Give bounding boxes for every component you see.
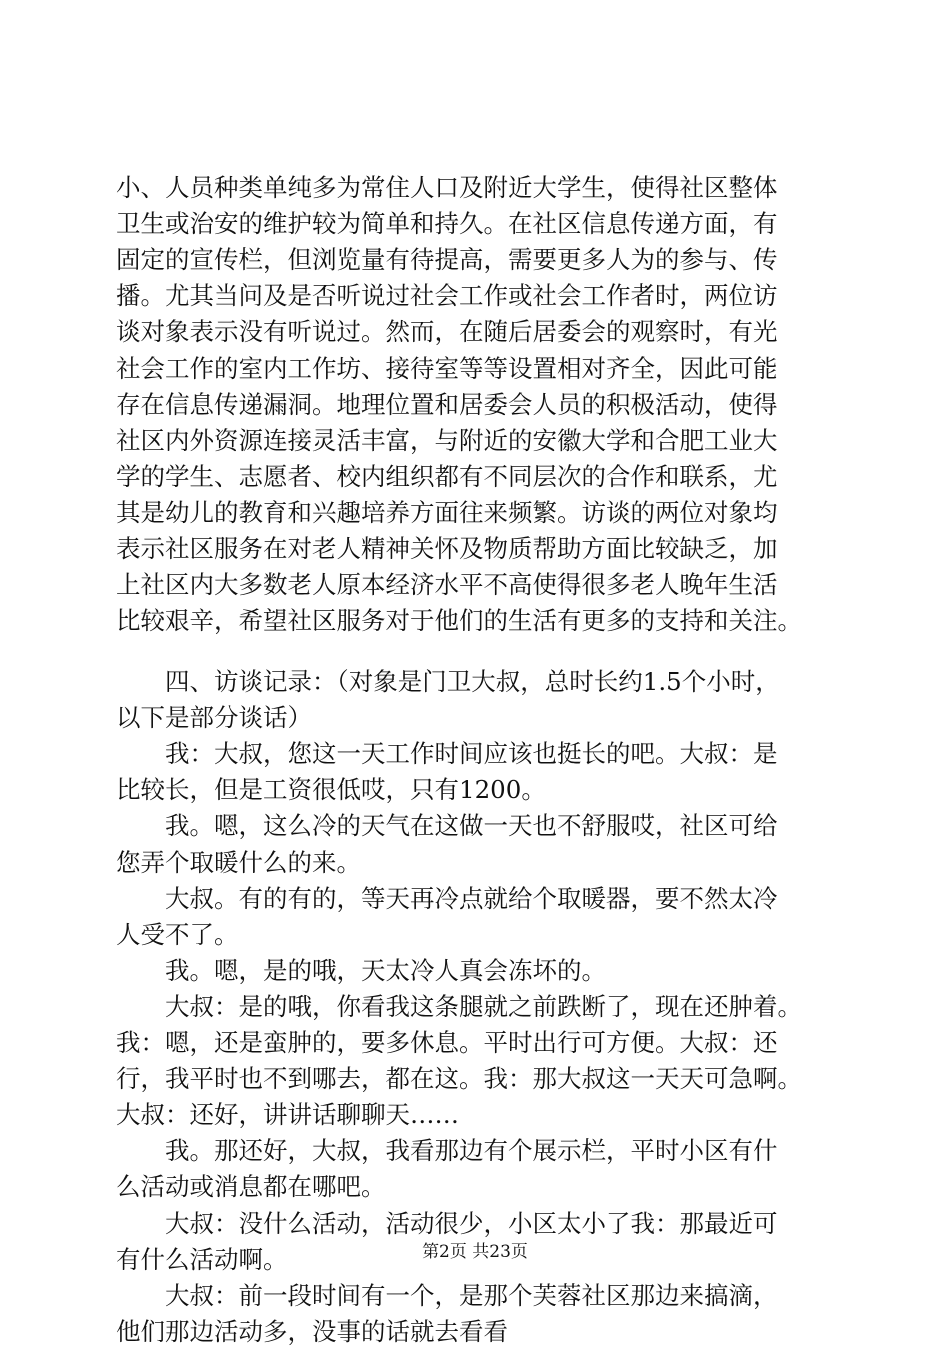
text-line: 谈对象表示没有听说过。然而，在随后居委会的观察时，有光 [116,317,778,347]
page-number-footer: 第2页 共23页 [422,1242,528,1262]
text-line: 比较长，但是工资很低哎，只有1200。 [116,775,546,805]
text-line: 大叔：前一段时间有一个，是那个芙蓉社区那边来搞滴， [116,1280,778,1310]
text-line: 上社区内大多数老人原本经济水平不高使得很多老人晚年生活 [116,570,778,600]
text-line: 么活动或消息都在哪吧。 [116,1172,386,1202]
text-line: 您弄个取暖什么的来。 [116,847,361,877]
text-line: 我：大叔，您这一天工作时间应该也挺长的吧。大叔：是 [116,739,778,769]
text-line: 大叔。有的有的，等天再冷点就给个取暖器，要不然太冷 [116,883,778,913]
text-line: 存在信息传递漏洞。地理位置和居委会人员的积极活动，使得 [116,389,778,419]
text-line: 以下是部分谈话） [116,703,312,733]
text-line: 学的学生、志愿者、校内组织都有不同层次的合作和联系，尤 [116,461,778,491]
text-line: 我。那还好，大叔，我看那边有个展示栏，平时小区有什 [116,1136,778,1166]
text-line: 其是幼儿的教育和兴趣培养方面往来频繁。访谈的两位对象均 [116,497,778,527]
text-line: 我：嗯，还是蛮肿的，要多休息。平时出行可方便。大叔：还 [116,1028,778,1057]
text-line: 我。嗯，是的哦，天太冷人真会冻坏的。 [116,955,606,985]
text-line: 大叔：没什么活动，活动很少，小区太小了我：那最近可 [116,1208,778,1238]
text-line: 小、人员种类单纯多为常住人口及附近大学生，使得社区整体 [116,173,778,202]
text-line: 我。嗯，这么冷的天气在这做一天也不舒服哎，社区可给 [116,811,778,841]
text-line: 表示社区服务在对老人精神关怀及物质帮助方面比较缺乏，加 [116,534,778,563]
section-heading-line: 四、访谈记录：（对象是门卫大叔，总时长约1.5个小时， [116,667,780,696]
text-line: 比较艰辛，希望社区服务对于他们的生活有更多的支持和关注。 [116,606,802,636]
text-line: 行，我平时也不到哪去，都在这。我：那大叔这一天天可急啊。 [116,1064,802,1094]
text-line: 社会工作的室内工作坊、接待室等等设置相对齐全，因此可能 [116,353,778,383]
text-line: 人受不了。 [116,919,239,949]
text-line: 固定的宣传栏，但浏览量有待提高，需要更多人为的参与、传 [116,245,778,275]
text-line: 大叔：是的哦，你看我这条腿就之前跌断了，现在还肿着。 [116,991,802,1021]
text-line: 播。尤其当问及是否听说过社会工作或社会工作者时，两位访 [116,281,778,311]
text-line: 大叔：还好，讲讲话聊聊天…… [116,1100,459,1130]
text-line: 社区内外资源连接灵活丰富，与附近的安徽大学和合肥工业大 [116,425,778,455]
text-line: 卫生或治安的维护较为简单和持久。在社区信息传递方面，有 [116,209,778,239]
text-line: 有什么活动啊。 [116,1244,288,1274]
text-line: 他们那边活动多，没事的话就去看看 [116,1316,508,1346]
